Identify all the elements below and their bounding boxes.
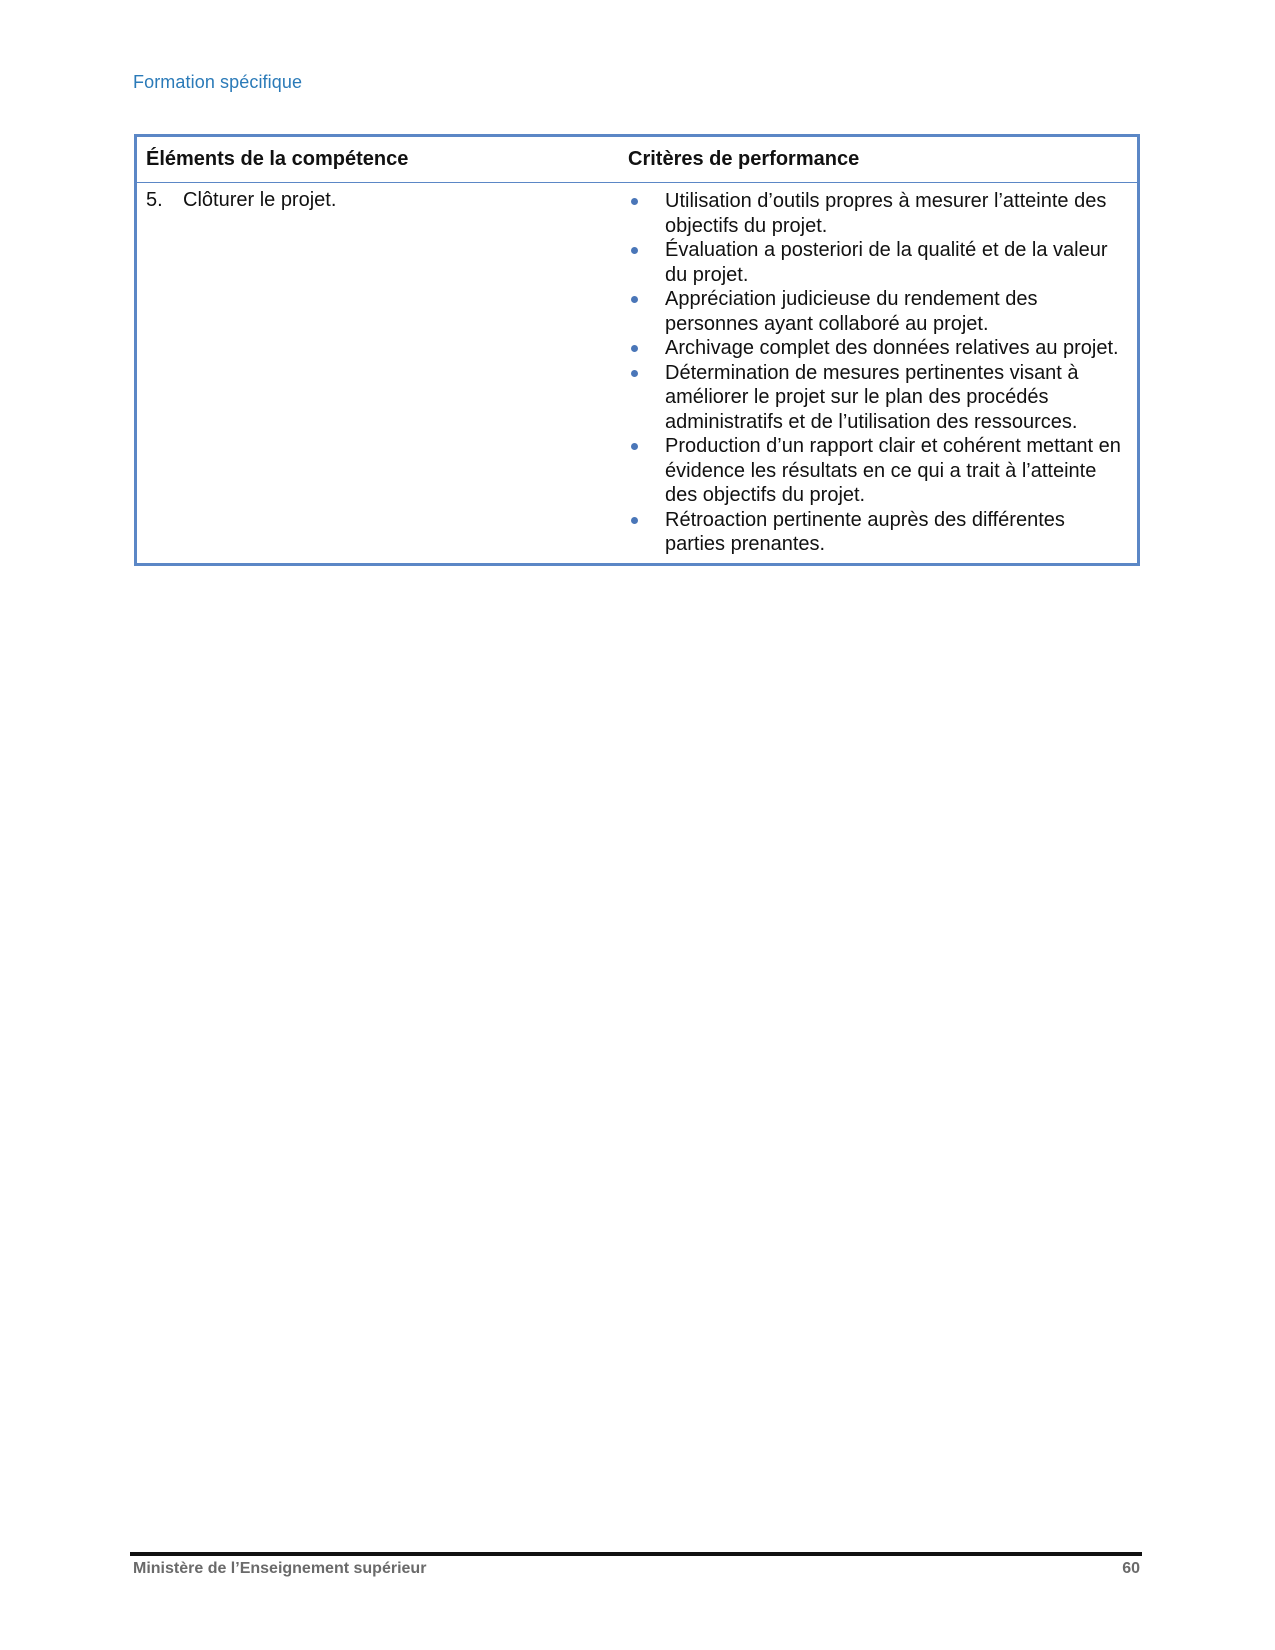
criterion-text: Production d’un rapport clair et cohérent mettant en évidence les résultats en ce qui a trait à l’atteinte des objectifs du projet. xyxy=(665,435,1121,506)
bullet-icon xyxy=(628,336,665,361)
footer-organization: Ministère de l’Enseignement supérieur xyxy=(133,1560,427,1577)
running-header: Formation spécifique xyxy=(133,72,303,92)
list-item xyxy=(628,434,1129,508)
list-item xyxy=(628,508,1129,557)
element-text: Clôturer le projet. xyxy=(183,189,337,211)
column-header-criteria: Critères de performance xyxy=(628,148,860,170)
element-cell xyxy=(137,189,628,557)
table-row xyxy=(137,183,1137,563)
bullet-icon xyxy=(628,189,665,238)
bullet-icon xyxy=(628,238,665,287)
list-item xyxy=(628,361,1129,435)
list-item xyxy=(628,238,1129,287)
list-item xyxy=(628,189,1129,238)
bullet-icon xyxy=(628,434,665,508)
page-number: 60 xyxy=(1122,1560,1140,1577)
bullet-icon xyxy=(628,287,665,336)
criteria-cell xyxy=(628,189,1137,557)
element-number: 5. xyxy=(146,189,163,211)
criterion-text: Rétroaction pertinente auprès des différentes parties prenantes. xyxy=(665,508,1065,555)
footer-divider xyxy=(130,1552,1142,1556)
table-header-row xyxy=(137,137,1137,183)
criterion-text: Utilisation d’outils propres à mesurer l’atteinte des objectifs du projet. xyxy=(665,190,1107,237)
criterion-text: Appréciation judicieuse du rendement des personnes ayant collaboré au projet. xyxy=(665,288,1038,335)
competence-table xyxy=(134,134,1140,566)
list-item xyxy=(628,336,1129,361)
bullet-icon xyxy=(628,508,665,557)
bullet-icon xyxy=(628,361,665,435)
column-header-elements: Éléments de la compétence xyxy=(146,148,409,170)
criterion-text: Évaluation a posteriori de la qualité et de la valeur du projet. xyxy=(665,239,1108,286)
criterion-text: Détermination de mesures pertinentes visant à améliorer le projet sur le plan des procédés administratifs et de l’utilisation des ressources. xyxy=(665,361,1079,433)
criteria-list xyxy=(628,189,1129,557)
list-item xyxy=(628,287,1129,336)
criterion-text: Archivage complet des données relatives au projet. xyxy=(665,337,1119,359)
